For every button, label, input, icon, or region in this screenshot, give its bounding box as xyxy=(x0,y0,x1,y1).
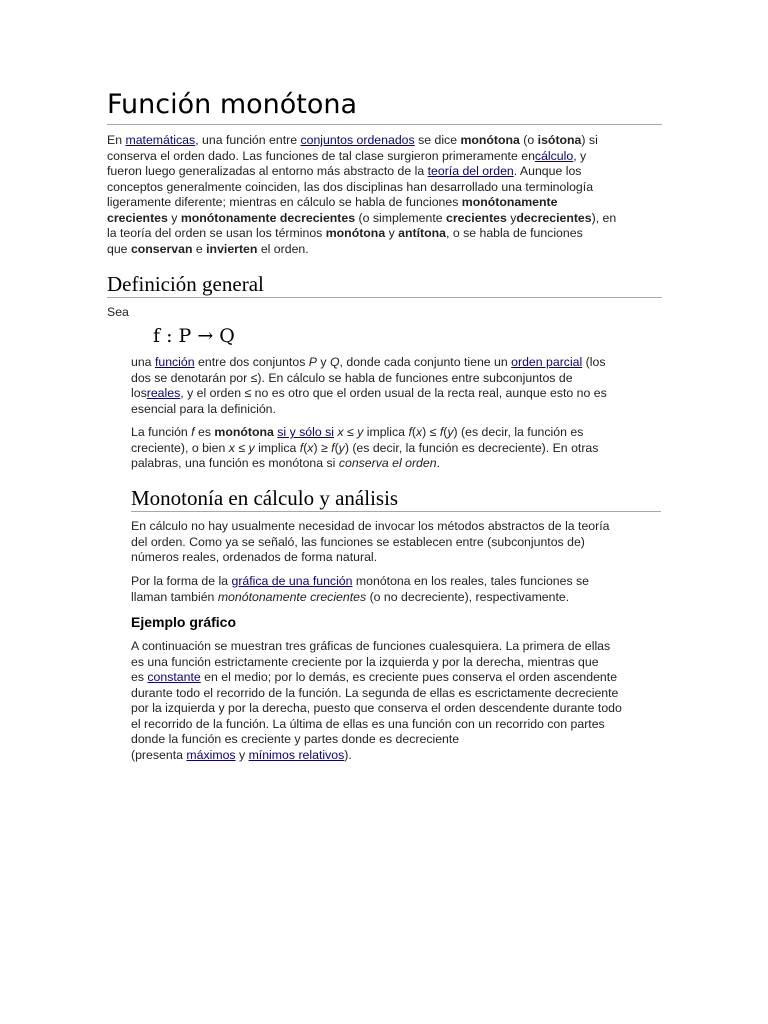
calculo-paragraph-1 xyxy=(131,519,666,566)
section-divider-monotonia xyxy=(131,511,661,512)
ejemplo-paragraph xyxy=(131,639,666,763)
def-p1-line-1: una función entre dos conjuntos P y Q, donde cada conjunto tiene un orden parcial (los xyxy=(131,355,606,369)
intro-line-5: ligeramente diferente; mientras en cálculo se habla de funciones monótonamente xyxy=(107,195,558,209)
ej-line-8: (presenta máximos y mínimos relativos). xyxy=(131,747,352,762)
def-p2-line-1: La función f es monótona si y sólo si x ≤ y implica f(x) ≤ f(y) (es decir, la función es xyxy=(131,425,584,439)
intro-line-2: conserva el orden dado. Las funciones de tal clase surgieron primeramente encálculo, y xyxy=(107,148,587,163)
ej-line-7: donde la función es creciente y partes donde es decreciente xyxy=(131,732,460,746)
intro-line-1: En matemáticas, una función entre conjuntos ordenados se dice monótona (o isótona) si xyxy=(107,133,598,147)
ej-line-2: es una función estrictamente creciente por la izquierda y por la derecha, mientras que xyxy=(131,654,599,669)
calc-p2-line-1: Por la forma de la gráfica de una función monótona en los reales, tales funciones se xyxy=(131,574,590,588)
def-p1-line-2: dos se denotarán por ≤). En cálculo se habla de funciones entre subconjuntos de xyxy=(131,370,573,385)
link-calculo[interactable]: cálculo xyxy=(534,148,574,163)
link-orden-parcial[interactable]: orden parcial xyxy=(511,355,583,369)
ej-line-6: el recorrido de la función. La última de ellas es una función con un recorrido con partes xyxy=(131,716,605,731)
intro-line-7: la teoría del orden se usan los términos monótona y antítona, o se habla de funciones xyxy=(107,226,583,240)
intro-line-8: que conservan e invierten el orden. xyxy=(107,241,309,256)
section-heading-monotonia: Monotonía en cálculo y análisis xyxy=(131,486,399,510)
ej-line-4: durante todo el recorrido de la función. La segunda de ellas es escrictamente decreciente xyxy=(131,685,619,700)
title-divider xyxy=(107,124,662,125)
definition-paragraph-1 xyxy=(131,355,666,417)
link-minimos-relativos[interactable]: mínimos relativos xyxy=(248,747,345,762)
link-reales[interactable]: reales xyxy=(146,386,181,400)
intro-line-4: conceptos generalmente coinciden, las dos disciplinas han desarrollado una terminología xyxy=(107,179,594,194)
subheading-ejemplo-grafico: Ejemplo gráfico xyxy=(131,614,237,630)
definition-paragraph-2 xyxy=(131,425,666,472)
link-teoria-del-orden[interactable]: teoría del orden xyxy=(427,164,514,178)
section-heading-definicion: Definición general xyxy=(107,272,264,296)
def-p1-line-4: esencial para la definición. xyxy=(131,401,276,416)
intro-paragraph xyxy=(107,133,667,257)
calc-p1-line-2: del orden. Como ya se señaló, las funciones se establecen entre (subconjuntos de) xyxy=(131,534,585,549)
calc-p2-line-2: llaman también monótonamente crecientes (o no decreciente), respectivamente. xyxy=(131,589,570,604)
ej-line-5: por la izquierda y por la derecha, puesto que conserva el orden descendente durante todo xyxy=(131,701,622,715)
function-formula: f : P → Q xyxy=(153,325,235,347)
ej-line-3: es constante en el medio; por lo demás, es creciente pues conserva el orden ascendente xyxy=(131,670,618,684)
link-matematicas[interactable]: matemáticas xyxy=(125,133,196,147)
def-p2-line-3: palabras, una función es monótona si conserva el orden. xyxy=(131,456,441,470)
calculo-paragraph-2 xyxy=(131,574,666,605)
link-conjuntos-ordenados[interactable]: conjuntos ordenados xyxy=(300,133,415,147)
link-grafica-de-una-funcion[interactable]: gráfica de una función xyxy=(231,574,353,588)
sea-label: Sea xyxy=(107,305,129,319)
section-divider-definicion xyxy=(107,297,662,298)
intro-line-6: crecientes y monótonamente decrecientes (o simplemente crecientes ydecrecientes), en xyxy=(107,210,617,225)
link-si-y-solo-si[interactable]: si y sólo si xyxy=(277,425,334,439)
link-maximos[interactable]: máximos xyxy=(186,747,236,762)
ej-line-1: A continuación se muestran tres gráficas de funciones cualesquiera. La primera de ellas xyxy=(131,639,611,653)
calc-p1-line-3: números reales, ordenados de forma natural. xyxy=(131,550,378,564)
intro-line-3: fueron luego generalizadas al entorno más abstracto de la teoría del orden. Aunque los xyxy=(107,164,582,178)
page-title: Función monótona xyxy=(107,89,358,120)
def-p1-line-3: losreales, y el orden ≤ no es otro que el orden usual de la recta real, aunque esto no es xyxy=(131,386,607,400)
calc-p1-line-1: En cálculo no hay usualmente necesidad de invocar los métodos abstractos de la teoría xyxy=(131,519,610,533)
link-constante[interactable]: constante xyxy=(147,670,201,684)
link-funcion[interactable]: función xyxy=(154,355,195,369)
def-p2-line-2: creciente), o bien x ≤ y implica f(x) ≥ f(y) (es decir, la función es decreciente). En otras xyxy=(131,440,599,455)
